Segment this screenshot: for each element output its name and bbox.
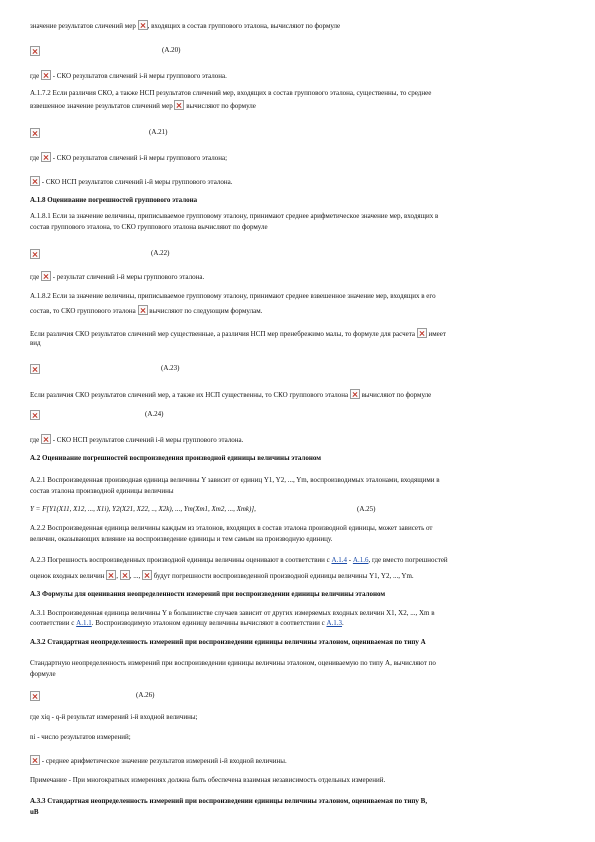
broken-image-icon (174, 100, 184, 110)
paragraph: А.1.8.2 Если за значение величины, приписываемое групповому эталону, принимают среднее взвешенное значение мер, входящих в его (30, 292, 436, 300)
text-line: где xiq - q-й результат измерений i-й входной величины; (30, 713, 198, 721)
broken-image-icon (142, 570, 152, 580)
broken-image-icon (350, 389, 360, 399)
paragraph: состав эталона производной единицы величины (30, 487, 174, 495)
formula-row (30, 364, 565, 375)
formula-row (30, 249, 565, 260)
paragraph: А.2.3 Погрешность воспроизведенных производной единицы величины оценивают в соответствии с А.1.4 - А.1.6, где вместо погрешностей (30, 556, 448, 564)
section-heading: uB (30, 808, 39, 816)
broken-image-icon (30, 46, 40, 56)
text-line: - среднее арифметическое значение результатов измерений i-й входной величины. (30, 755, 565, 766)
broken-image-icon (30, 364, 40, 374)
text-line: где - СКО результатов сличений i-й меры группового эталона; (30, 154, 228, 162)
broken-image-icon (41, 70, 51, 80)
section-heading: А.3.3 Стандартная неопределенность измерений при воспроизведении единицы величины эталоном, оцениваемая по типу В, (30, 797, 428, 805)
broken-image-icon (106, 570, 116, 580)
paragraph: формуле (30, 670, 56, 678)
broken-image-icon (30, 755, 40, 765)
paragraph: Если различия СКО результатов сличений мер существенные, а различия НСП мер пренебрежимо малы, то формуле для расчета имеет (30, 330, 446, 338)
broken-image-icon (41, 271, 51, 281)
paragraph: состав, то СКО группового эталона вычисляют по следующим формулам. (30, 307, 263, 315)
broken-image-icon (120, 570, 130, 580)
formula-row (30, 410, 565, 421)
formula-row (30, 128, 565, 139)
broken-image-icon (417, 328, 427, 338)
paragraph: А.2.2 Воспроизведенная единица величины каждым из эталонов, входящих в состав эталона производной единицы, может зависеть от (30, 524, 433, 532)
section-heading: А.3 Формулы для оценивания неопределенности измерений при воспроизведении единицы величины эталоном (30, 590, 386, 598)
broken-image-icon (30, 410, 40, 420)
paragraph: А.1.7.2 Если различия СКО, а также НСП результатов сличений мер, входящих в состав группового эталона, существенны, то среднее (30, 89, 432, 97)
equation-number: (А.20) (162, 46, 181, 54)
link-a14[interactable]: А.1.4 (331, 556, 348, 564)
broken-image-icon (30, 176, 40, 186)
text-line: где - результат сличений i-й меры группового эталона. (30, 273, 205, 281)
text-line: где - СКО результатов сличений i-й меры группового эталона. (30, 72, 227, 80)
paragraph: состав группового эталона, то СКО группового эталона вычисляют по формуле (30, 223, 268, 231)
link-a16[interactable]: А.1.6 (352, 556, 369, 564)
broken-image-icon (30, 249, 40, 259)
equation-number: (А.21) (149, 128, 168, 136)
section-heading: А.2 Оценивание погрешностей воспроизведения производной единицы величины эталоном (30, 454, 322, 462)
paragraph: Если различия СКО результатов сличений мер, а также их НСП существенны, то СКО группового эталона вычисляют по формуле (30, 391, 432, 399)
paragraph: А.2.1 Воспроизведенная производная единица величины Y зависит от единиц Y1, Y2, ..., Ym, воспроизводимых эталонами, входящими в (30, 476, 440, 484)
paragraph: взвешенное значение результатов сличений мер вычисляют по формуле (30, 102, 256, 110)
equation-number: (А.22) (151, 249, 170, 257)
equation-number: (А.25) (357, 505, 376, 513)
equation-number: (А.26) (136, 691, 155, 699)
paragraph: вид (30, 339, 41, 347)
broken-image-icon (138, 20, 148, 30)
broken-image-icon (41, 152, 51, 162)
paragraph: величин, оказывающих влияние на воспроизведение единицы и тем самым на производную единицу. (30, 535, 333, 543)
broken-image-icon (30, 691, 40, 701)
broken-image-icon (138, 305, 148, 315)
paragraph: Стандартную неопределенность измерений при воспроизведении единицы величины эталоном, оцениваемую по типу А, вычисляют по (30, 659, 436, 667)
broken-image-icon (41, 434, 51, 444)
formula-row (30, 505, 565, 514)
broken-image-icon (30, 128, 40, 138)
paragraph: А.1.8.1 Если за значение величины, приписываемое групповому эталону, принимают среднее арифметическое значение мер, входящих в (30, 212, 439, 220)
link-a13[interactable]: А.1.3 (326, 619, 343, 627)
formula-row (30, 46, 565, 57)
section-heading: А.3.2 Стандартная неопределенность измерений при воспроизведении единицы величины эталоном, оцениваемая по типу А (30, 638, 426, 646)
link-a11[interactable]: А.1.1 (76, 619, 92, 627)
formula-row (30, 691, 565, 702)
text-line: ni - число результатов измерений; (30, 733, 131, 741)
equation-number: (А.24) (145, 410, 164, 418)
equation-number: (А.23) (161, 364, 180, 372)
formula-text: Y = F[Y1(X11, X12, ..., X1i), Y2(X21, X22, .., X2k), ..., Ym(Xm1, Xm2, ..., Xmk)], (30, 505, 256, 513)
note: Примечание - При многократных измерениях должна быть обеспечена взаимная независимость отдельных измерений. (30, 776, 386, 784)
text-line: - СКО НСП результатов сличений i-й меры группового эталона. (30, 176, 565, 187)
paragraph: оценок входных величин , , ..., будут погрешности воспроизведенной производной единицы величины Y1, Y2, ..., Ym. (30, 572, 414, 580)
text-line: где - СКО НСП результатов сличений i-й меры группового эталона. (30, 436, 244, 444)
text-line: значение результатов сличений мер , входящих в состав группового эталона, вычисляют по формуле (30, 22, 341, 30)
section-heading: А.1.8 Оценивание погрешностей группового эталона (30, 196, 198, 204)
paragraph: соответствии с А.1.1. Воспроизводимую эталоном единицу величины вычисляют в соответствии с А.1.3. (30, 619, 344, 627)
paragraph: А.3.1 Воспроизведенная единица величины Y в большинстве случаев зависит от других измеряемых входных величин X1, X2, ..., Xm в (30, 609, 435, 617)
